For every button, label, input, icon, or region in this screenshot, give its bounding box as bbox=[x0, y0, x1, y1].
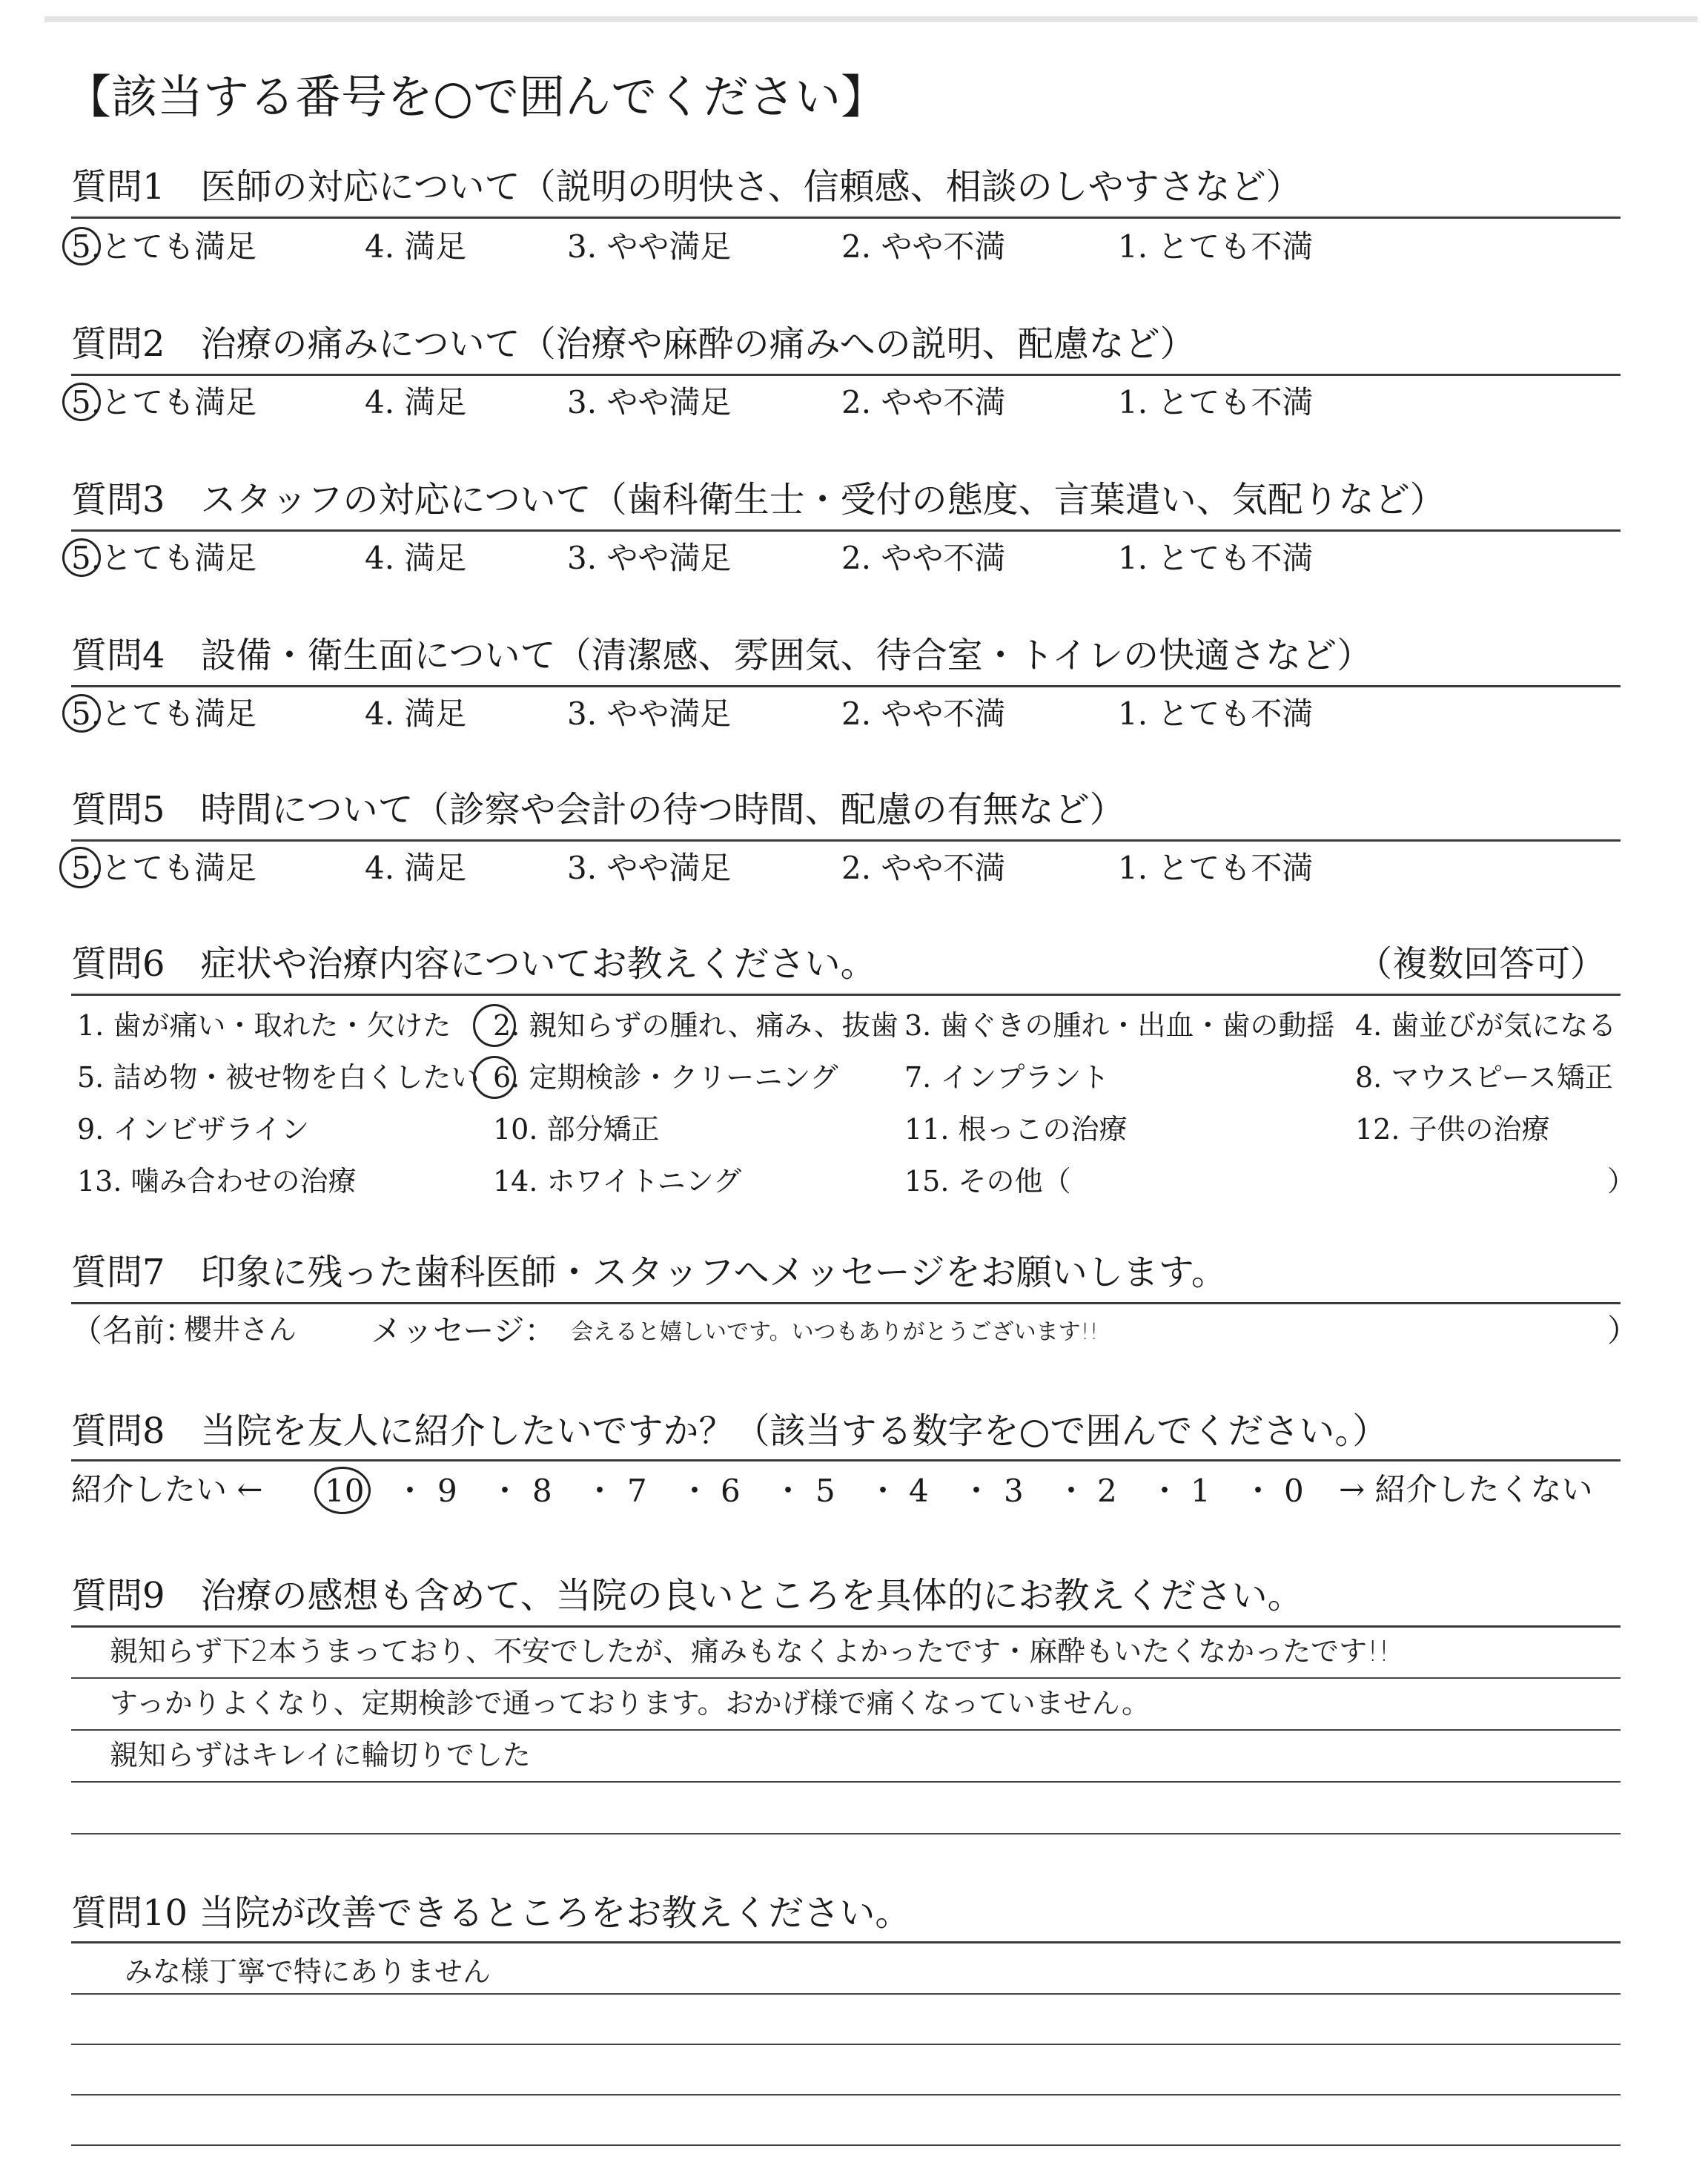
q8-scale-1[interactable]: 1 bbox=[1191, 1473, 1211, 1509]
q3-option-3[interactable]: 3. やや満足 bbox=[567, 540, 732, 576]
q2-option-5[interactable]: 5.とても満足 bbox=[71, 384, 257, 420]
q6-item-3[interactable]: 3. 歯ぐきの腫れ・出血・歯の動揺 bbox=[904, 1009, 1335, 1042]
page-header: 【該当する番号を○で囲んでください】 bbox=[65, 70, 887, 124]
q8-title: 質問8 当院を友人に紹介したいですか？（該当する数字を○で囲んでください。） bbox=[71, 1410, 1388, 1452]
q1-option-1[interactable]: 1. とても不満 bbox=[1118, 228, 1314, 265]
q9-answer-rule bbox=[71, 1781, 1621, 1783]
q7-name-label: （名前： bbox=[71, 1312, 196, 1349]
q6-item-9[interactable]: 9. インビザライン bbox=[77, 1113, 310, 1146]
q8-scale-2[interactable]: 2 bbox=[1097, 1473, 1117, 1509]
q3-option-2[interactable]: 2. やや不満 bbox=[841, 540, 1006, 576]
q9-answer-rule bbox=[71, 1833, 1621, 1834]
q6-item-11[interactable]: 11. 根っこの治療 bbox=[904, 1113, 1128, 1146]
q6-item-4[interactable]: 4. 歯並びが気になる bbox=[1355, 1009, 1617, 1042]
q8-scale-5[interactable]: 5 bbox=[815, 1473, 835, 1509]
q3-option-1[interactable]: 1. とても不満 bbox=[1118, 540, 1314, 576]
q8-dot: ・ bbox=[679, 1473, 711, 1509]
q8-dot: ・ bbox=[1149, 1473, 1181, 1509]
q6-item-6[interactable]: 6. 定期検診・クリーニング bbox=[493, 1061, 838, 1094]
q2-title: 質問2 治療の痛みについて（治療や麻酔の痛みへの説明、配慮など） bbox=[71, 323, 1196, 365]
q9-title: 質問9 治療の感想も含めて、当院の良いところを具体的にお教えください。 bbox=[71, 1575, 1303, 1616]
q6-title: 質問6 症状や治療内容についてお教えください。 bbox=[71, 943, 876, 985]
q6-item-12[interactable]: 12. 子供の治療 bbox=[1355, 1113, 1550, 1146]
q7-name-value[interactable]: 櫻井さん bbox=[184, 1313, 297, 1346]
q1-option-2[interactable]: 2. やや不満 bbox=[841, 228, 1006, 265]
q7-close: ） bbox=[1607, 1312, 1639, 1349]
q6-selected-circle-6[interactable] bbox=[473, 1056, 516, 1099]
q8-dot: ・ bbox=[961, 1473, 993, 1509]
q8-scale-8[interactable]: 8 bbox=[532, 1473, 552, 1509]
q8-scale-0[interactable]: 0 bbox=[1284, 1473, 1304, 1509]
q9-rule bbox=[71, 1625, 1621, 1628]
q7-message-label: メッセージ： bbox=[371, 1312, 556, 1349]
q6-item-5[interactable]: 5. 詰め物・被せ物を白くしたい bbox=[77, 1061, 480, 1094]
q8-scale-9[interactable]: 9 bbox=[437, 1473, 457, 1509]
q2-rule bbox=[71, 374, 1621, 376]
q4-option-3[interactable]: 3. やや満足 bbox=[567, 696, 732, 732]
q8-dot: ・ bbox=[489, 1473, 521, 1509]
q4-rule bbox=[71, 685, 1621, 687]
q8-dot: ・ bbox=[867, 1473, 899, 1509]
q5-rule bbox=[71, 839, 1621, 842]
q4-option-2[interactable]: 2. やや不満 bbox=[841, 696, 1006, 732]
q10-title: 質問10 当院が改善できるところをお教えください。 bbox=[71, 1892, 911, 1934]
q7-title: 質問7 印象に残った歯科医師・スタッフへメッセージをお願いします。 bbox=[71, 1252, 1227, 1293]
q6-item-7[interactable]: 7. インプラント bbox=[904, 1061, 1110, 1094]
q6-note: （複数回答可） bbox=[1357, 943, 1606, 985]
q9-answer-line-1[interactable]: 親知らず下2本うまっており、不安でしたが、痛みもなくよかったです・麻酔もいたくなかったです!! bbox=[110, 1635, 1390, 1668]
q5-option-1[interactable]: 1. とても不満 bbox=[1118, 850, 1314, 886]
q2-option-1[interactable]: 1. とても不満 bbox=[1118, 384, 1314, 420]
q6-item-13[interactable]: 13. 噛み合わせの治療 bbox=[77, 1165, 357, 1198]
q8-scale-7[interactable]: 7 bbox=[627, 1473, 647, 1509]
q8-dot: ・ bbox=[584, 1473, 616, 1509]
q1-option-3[interactable]: 3. やや満足 bbox=[567, 228, 732, 265]
q5-option-2[interactable]: 2. やや不満 bbox=[841, 850, 1006, 886]
q8-scale-6[interactable]: 6 bbox=[721, 1473, 741, 1509]
q8-dot: ・ bbox=[1242, 1473, 1274, 1509]
q8-right-label: → 紹介したくない bbox=[1339, 1471, 1593, 1507]
q4-option-4[interactable]: 4. 満足 bbox=[365, 696, 467, 732]
q8-scale-10[interactable]: 10 bbox=[325, 1473, 365, 1509]
q10-answer-rule bbox=[71, 2094, 1621, 2095]
q3-rule bbox=[71, 529, 1621, 532]
q8-dot: ・ bbox=[394, 1473, 426, 1509]
q3-option-5[interactable]: 5.とても満足 bbox=[71, 540, 257, 576]
q6-rule bbox=[71, 994, 1621, 996]
q9-answer-line-3[interactable]: 親知らずはキレイに輪切りでした bbox=[110, 1739, 531, 1771]
top-border bbox=[44, 16, 1698, 22]
q5-option-3[interactable]: 3. やや満足 bbox=[567, 850, 732, 886]
q5-option-4[interactable]: 4. 満足 bbox=[365, 850, 467, 886]
q1-title: 質問1 医師の対応について（説明の明快さ、信頼感、相談のしやすさなど） bbox=[71, 166, 1302, 208]
q10-rule bbox=[71, 1941, 1621, 1943]
q3-option-4[interactable]: 4. 満足 bbox=[365, 540, 467, 576]
q6-selected-circle-2[interactable] bbox=[473, 1004, 516, 1047]
q1-option-5[interactable]: 5.とても満足 bbox=[71, 228, 257, 265]
q6-item-14[interactable]: 14. ホワイトニング bbox=[493, 1165, 742, 1198]
q8-dot: ・ bbox=[772, 1473, 804, 1509]
q10-answer-rule bbox=[71, 2144, 1621, 2146]
q4-title: 質問4 設備・衛生面について（清潔感、雰囲気、待合室・トイレの快適さなど） bbox=[71, 635, 1373, 676]
q9-answer-rule bbox=[71, 1677, 1621, 1679]
q7-rule bbox=[71, 1302, 1621, 1304]
q6-item-2[interactable]: 2. 親知らずの腫れ、痛み、抜歯 bbox=[493, 1009, 898, 1042]
q9-answer-rule bbox=[71, 1729, 1621, 1731]
q6-item-15[interactable]: 15. その他（ bbox=[904, 1165, 1071, 1198]
q6-item-8[interactable]: 8. マウスピース矯正 bbox=[1355, 1061, 1613, 1094]
q8-left-label: 紹介したい ← bbox=[71, 1471, 263, 1507]
q8-rule bbox=[71, 1459, 1621, 1462]
q1-rule bbox=[71, 217, 1621, 219]
q4-option-1[interactable]: 1. とても不満 bbox=[1118, 696, 1314, 732]
q1-option-4[interactable]: 4. 満足 bbox=[365, 228, 467, 265]
q10-answer-rule bbox=[71, 1993, 1621, 1995]
q8-scale-3[interactable]: 3 bbox=[1004, 1473, 1024, 1509]
q8-scale-4[interactable]: 4 bbox=[909, 1473, 929, 1509]
q4-option-5[interactable]: 5.とても満足 bbox=[71, 696, 257, 732]
q8-dot: ・ bbox=[1056, 1473, 1088, 1509]
q7-message-value[interactable]: 会えると嬉しいです。いつもありがとうございます!! bbox=[571, 1319, 1099, 1345]
q10-answer-line-1[interactable]: みな様丁寧で特にありません bbox=[125, 1955, 491, 1988]
q2-option-3[interactable]: 3. やや満足 bbox=[567, 384, 732, 420]
q6-item-10[interactable]: 10. 部分矯正 bbox=[493, 1113, 660, 1146]
q10-answer-rule bbox=[71, 2044, 1621, 2045]
q2-option-2[interactable]: 2. やや不満 bbox=[841, 384, 1006, 420]
q5-title: 質問5 時間について（診察や会計の待つ時間、配慮の有無など） bbox=[71, 789, 1125, 830]
q6-item-15-close: ） bbox=[1607, 1165, 1636, 1198]
q5-option-5[interactable]: 5.とても満足 bbox=[71, 850, 257, 886]
q6-item-1[interactable]: 1. 歯が痛い・取れた・欠けた bbox=[77, 1009, 451, 1042]
q3-title: 質問3 スタッフの対応について（歯科衛生士・受付の態度、言葉遣い、気配りなど） bbox=[71, 479, 1446, 521]
q9-answer-line-2[interactable]: すっかりよくなり、定期検診で通っております。おかげ様で痛くなっていません。 bbox=[110, 1687, 1150, 1720]
q2-option-4[interactable]: 4. 満足 bbox=[365, 384, 467, 420]
